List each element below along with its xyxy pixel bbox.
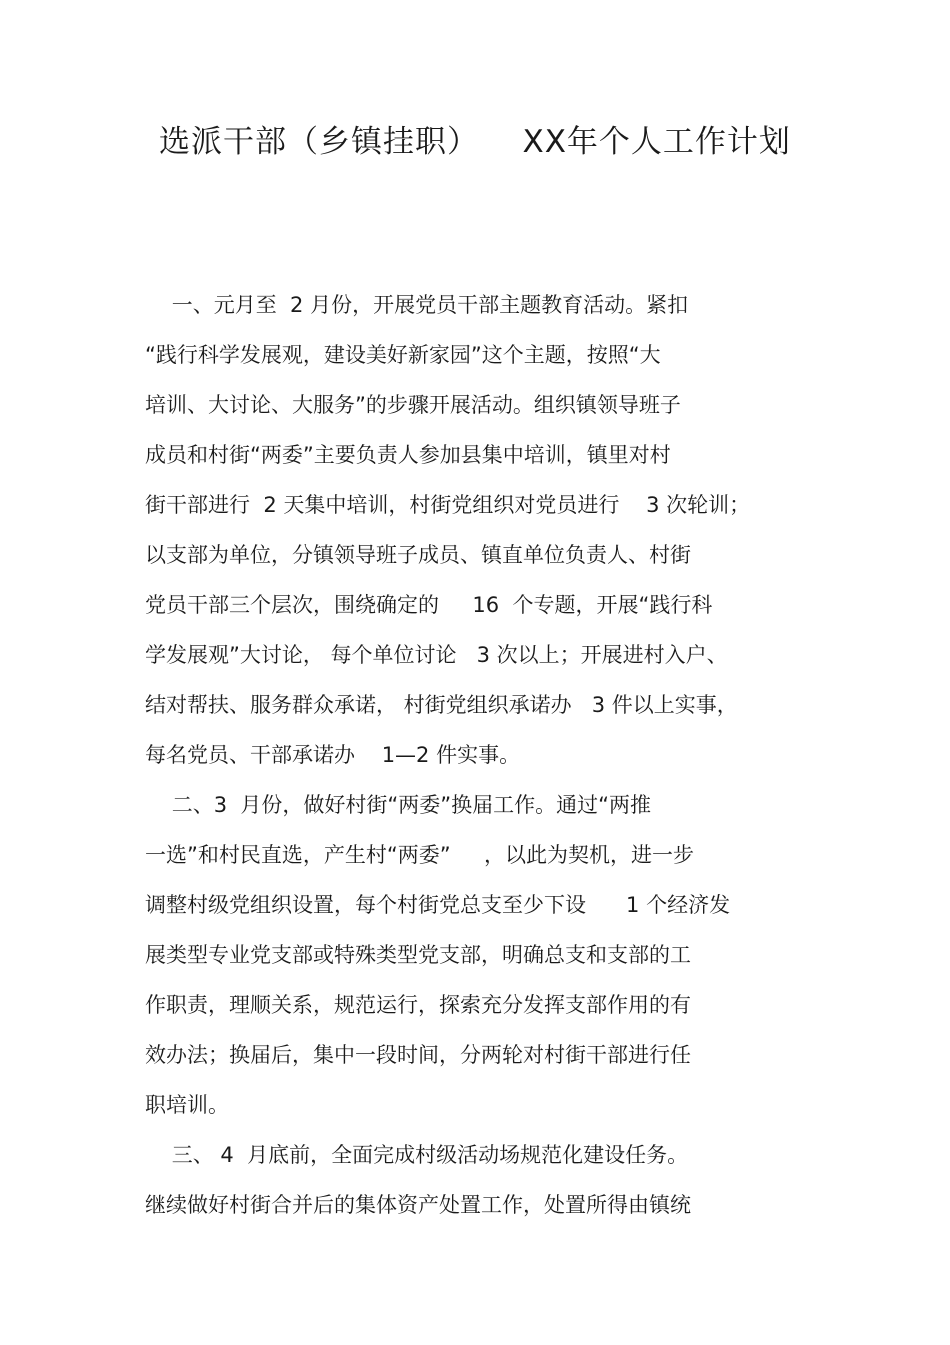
- body-line: 成员和村街“两委”主要负责人参加县集中培训，镇里对村: [145, 443, 671, 467]
- body-line: 以支部为单位，分镇领导班子成员、镇直单位负责人、村街: [145, 543, 691, 567]
- body-line: 培训、大讨论、大服务”的步骤开展活动。组织镇领导班子: [145, 393, 681, 417]
- body-line: 一、元月至 2 月份，开展党员干部主题教育活动。紧扣: [145, 293, 689, 317]
- body-line: 作职责，理顺关系，规范运行，探索充分发挥支部作用的有: [145, 993, 691, 1017]
- body-line: 每名党员、干部承诺办 1—2 件实事。: [145, 743, 521, 767]
- body-line: 展类型专业党支部或特殊类型党支部，明确总支和支部的工: [145, 943, 691, 967]
- body-line: 三、 4 月底前，全面完成村级活动场规范化建设任务。: [145, 1143, 689, 1167]
- body-line: 党员干部三个层次，围绕确定的 16 个专题，开展“践行科: [145, 593, 713, 617]
- body-line: 结对帮扶、服务群众承诺， 村街党组织承诺办 3 件以上实事，: [145, 693, 738, 717]
- body-line: 二、3 月份，做好村街“两委”换届工作。通过“两推: [145, 793, 652, 817]
- body-line: 一选”和村民直选，产生村“两委” ，以此为契机，进一步: [145, 843, 695, 867]
- document-title: 选派干部（乡镇挂职） XX年个人工作计划: [159, 124, 791, 160]
- body-line: 调整村级党组织设置，每个村街党总支至少下设 1 个经济发: [145, 893, 731, 917]
- body-line: 继续做好村街合并后的集体资产处置工作，处置所得由镇统: [145, 1193, 691, 1217]
- body-line: 学发展观”大讨论， 每个单位讨论 3 次以上；开展进村入户、: [145, 643, 728, 667]
- body-line: 职培训。: [145, 1093, 229, 1117]
- body-line: “践行科学发展观，建设美好新家园”这个主题，按照“大: [145, 343, 661, 367]
- body-line: 效办法；换届后，集中一段时间，分两轮对村街干部进行任: [145, 1043, 691, 1067]
- body-line: 街干部进行 2 天集中培训，村街党组织对党员进行 3 次轮训；: [145, 493, 751, 517]
